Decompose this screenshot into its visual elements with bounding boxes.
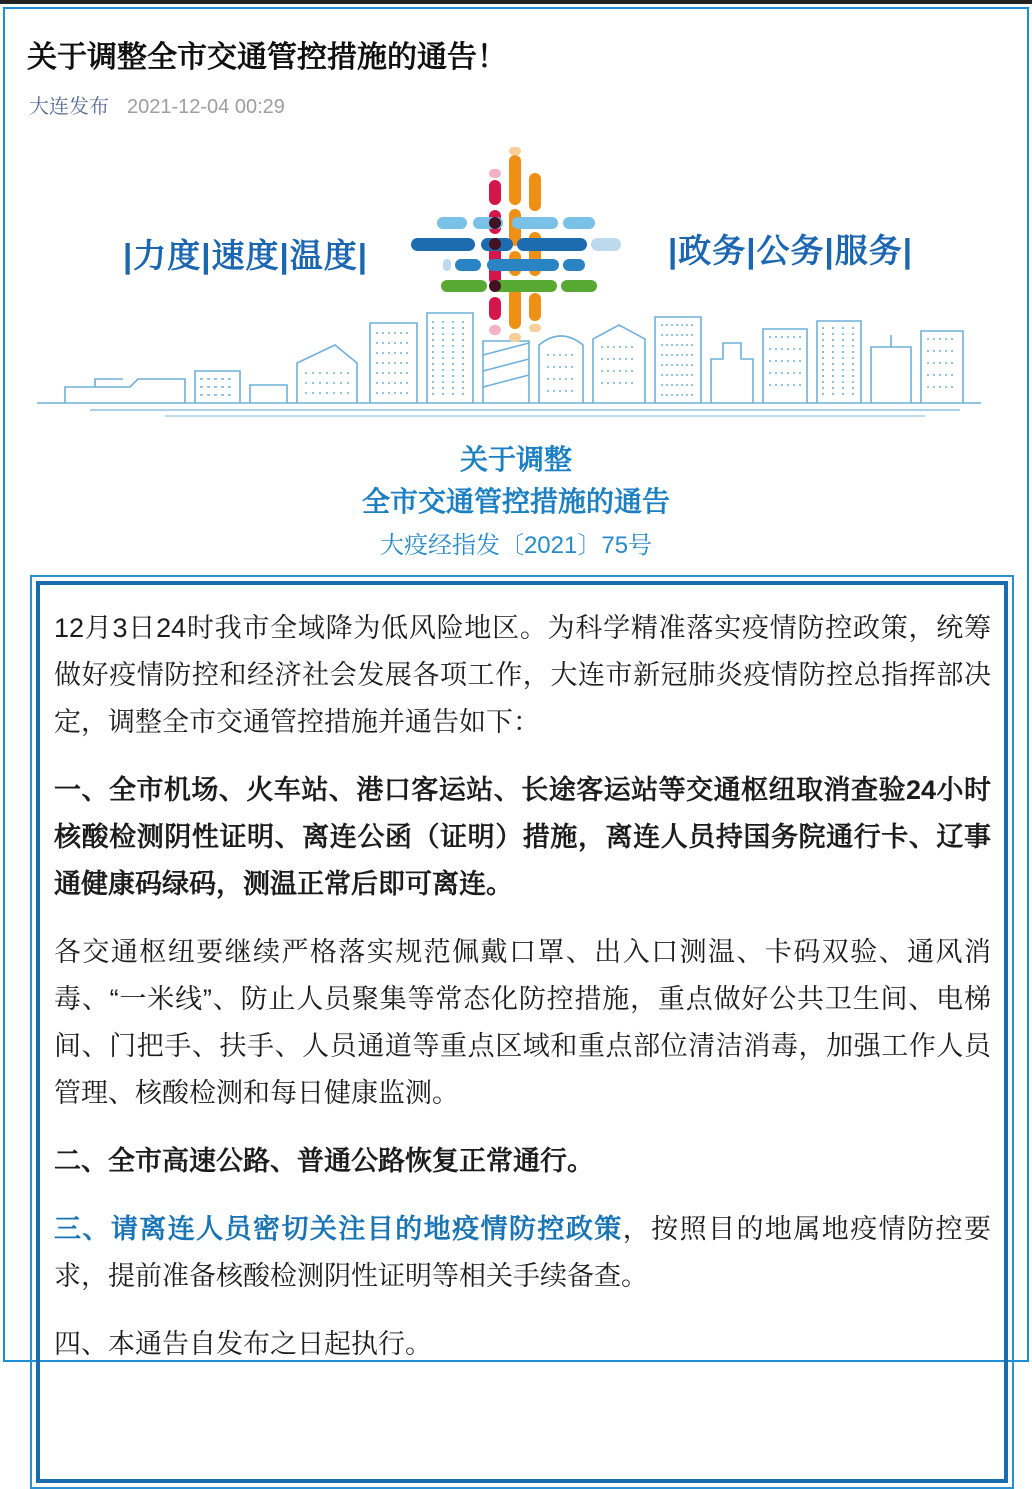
publish-time: 2021-12-04 00:29 [127,96,285,118]
paragraph-5-rest: ，按照目的地属地疫情防控要求，提前准备核酸检测阴性证明等相关手续备查。 [54,1214,991,1291]
banner-illustration [5,147,1027,417]
notice-paragraph-5 [54,1206,991,1300]
notice-paragraph-4: 二、全市高速公路、普通公路恢复正常通行。 [54,1146,594,1176]
dalian-fabu-logo [5,147,1027,417]
article-card [3,7,1029,1362]
notice-body-box [30,575,1014,1489]
publisher-link[interactable]: 大连发布 [29,96,109,118]
notice-paragraph-1: 12月3日24时我市全域降为低风险地区。为科学精准落实疫情防控政策，统筹做好疫情防控和经济社会发展各项工作，大连市新冠肺炎疫情防控总指挥部决定，调整全市交通管控措施并通告如下： [54,613,991,737]
banner-slogan-left: |力度|速度|温度| [123,237,368,274]
banner-slogan-right: |政务|公务|服务| [668,232,913,269]
top-divider [0,0,1032,4]
notice-paragraph-6: 四、本通告自发布之日起执行。 [54,1329,432,1359]
notice-body [36,581,1008,1483]
notice-heading-line2: 全市交通管控措施的通告 [361,486,670,517]
notice-doc-number: 大疫经指发〔2021〕75号 [379,532,653,559]
notice-heading-line1: 关于调整 [459,444,572,475]
notice-paragraph-3: 各交通枢纽要继续严格落实规范佩戴口罩、出入口测温、卡码双验、通风消毒、“一米线”、防止人员聚集等常态化防控措施，重点做好公共卫生间、电梯间、门把手、扶手、人员通道等重点区域和重点部位清洁消毒，加强工作人员管理、核酸检测和每日健康监测。 [54,937,991,1108]
article-meta [29,94,1027,121]
notice-paragraph-2: 一、全市机场、火车站、港口客运站、长途客运站等交通枢纽取消查验24小时核酸检测阴性证明、离连公函（证明）措施，离连人员持国务院通行卡、辽事通健康码绿码，测温正常后即可离连。 [54,775,991,899]
paragraph-5-lead: 三、请离连人员密切关注目的地疫情防控政策 [54,1214,623,1244]
article-title: 关于调整全市交通管控措施的通告！ [27,41,507,74]
